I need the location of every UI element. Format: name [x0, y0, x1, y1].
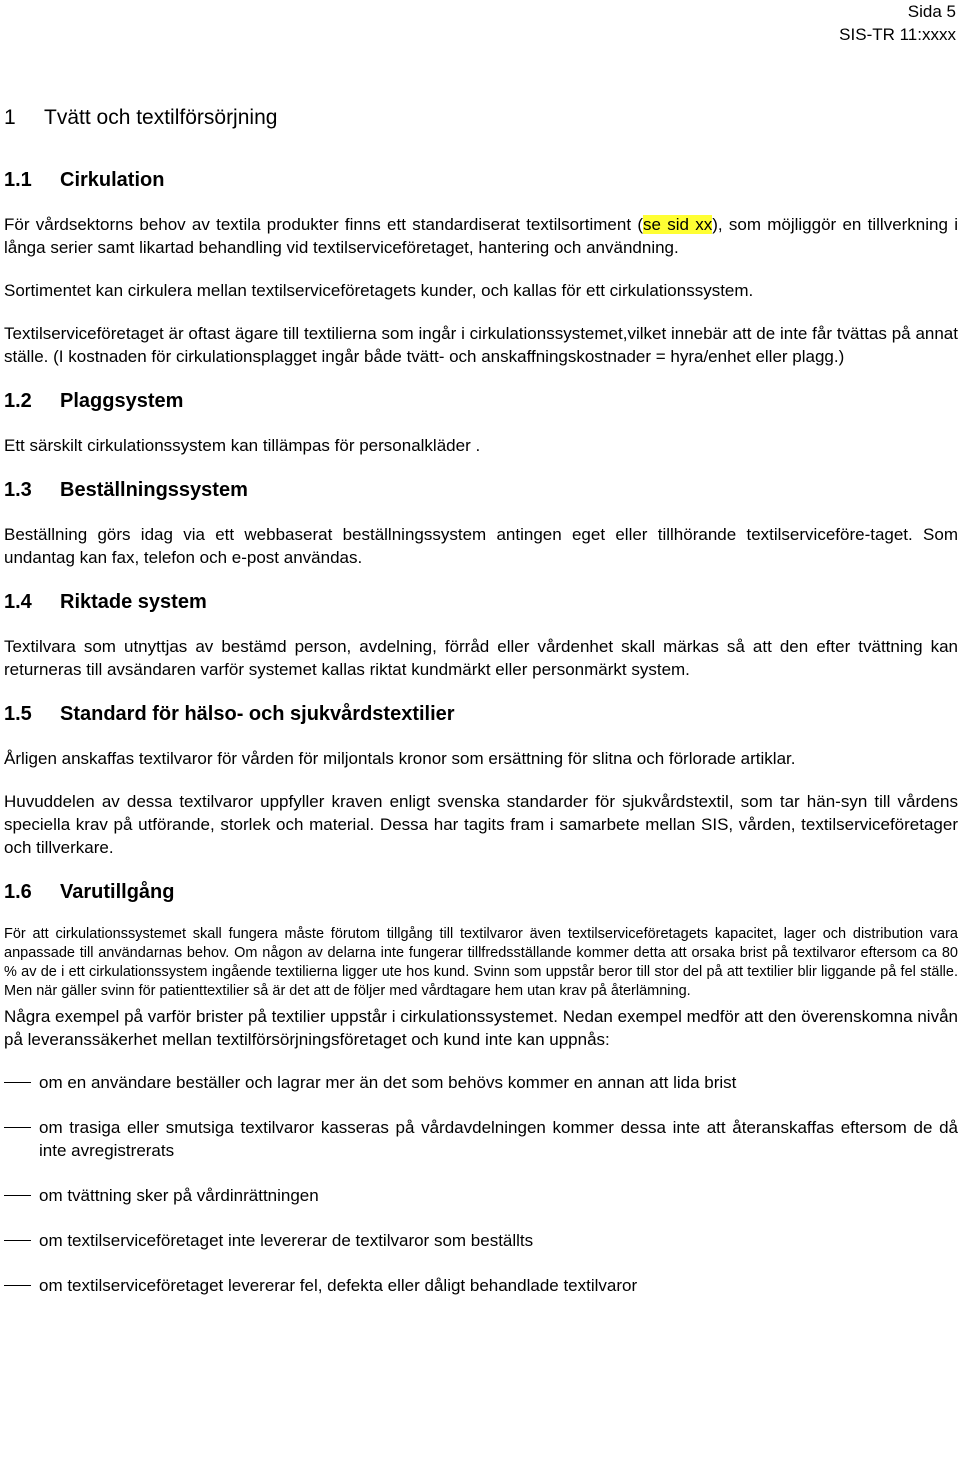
section-heading-bestallningssystem [4, 477, 958, 503]
section-number: 1.2 [4, 390, 32, 412]
section-title: Cirkulation [60, 169, 165, 191]
paragraph [4, 213, 958, 259]
section-heading-riktade-system [4, 589, 958, 615]
section-heading-plaggsystem [4, 388, 958, 414]
section-number: 1.3 [4, 479, 32, 501]
document-id: SIS-TR 11:xxxx [839, 25, 956, 44]
dash-bullet [4, 1285, 31, 1286]
dash-bullet [4, 1127, 31, 1128]
paragraph: Textilvara som utnyttjas av bestämd person, avdelning, förråd eller vårdenhet skall märkas så att den efter tvättning kan returneras till avsändaren varför systemet kallas riktat kundmärkt eller personmärkt system. [4, 637, 958, 679]
paragraph: Textilserviceföretaget är oftast ägare till textilierna som ingår i cirkulationssystemet,vilket innebär att de inte får tvättas på annat ställe. (I kostnaden för cirkulationsplagget ingår både tvätt- och anskaffningskostnader = hyra/enhet eller plagg.) [4, 324, 958, 366]
paragraph: Huvuddelen av dessa textilvaror uppfyller kraven enligt svenska standarder för sjukvårdstextil, som tar hän-syn till vårdens speciella krav på utförande, storlek och material. Dessa har tagits fram i samarbete mellan SIS, vården, textilserviceföretager och tillverkare. [4, 792, 958, 857]
chapter-title: Tvätt och textilförsörjning [44, 106, 278, 129]
section-number: 1.6 [4, 881, 32, 903]
section-title: Beställningssystem [60, 479, 248, 501]
section-heading-varutillgang [4, 879, 958, 905]
dash-list [4, 1071, 958, 1297]
list-item-text: om textilserviceföretaget levererar fel, defekta eller dåligt behandlade textilvaror [39, 1276, 638, 1295]
paragraph-text: ), som möjliggör en tillverkning i långa serier samt likartad behandling vid textilserviceföretaget, hantering och användning. [4, 215, 958, 257]
chapter-number: 1 [4, 106, 16, 129]
paragraph: Sortimentet kan cirkulera mellan textilserviceföretagets kunder, och kallas för ett cirkulationssystem. [4, 281, 754, 300]
section-title: Plaggsystem [60, 390, 184, 412]
list-item [4, 1116, 958, 1162]
dash-bullet [4, 1240, 31, 1241]
paragraph: Några exempel på varför brister på textilier uppstår i cirkulationssystemet. Nedan exempel medför att den överenskomna nivån på leveranssäkerhet mellan textilförsörjningsföretaget och kund inte kan uppnås: [4, 1007, 958, 1049]
page-number: Sida 5 [907, 2, 956, 21]
section-number: 1.5 [4, 703, 32, 725]
section-heading-standard [4, 701, 958, 727]
dash-bullet [4, 1195, 31, 1196]
chapter-heading [4, 104, 958, 131]
paragraph: Beställning görs idag via ett webbaserat beställningssystem antingen eget eller tillhörande textilserviceföre-taget. Som undantag kan fax, telefon och e-post användas. [4, 525, 958, 567]
list-item [4, 1071, 958, 1094]
highlighted-reference: se sid xx [643, 215, 713, 234]
list-item-text: om textilserviceföretaget inte levererar de textilvaror som beställts [39, 1231, 534, 1250]
list-item-text: om tvättning sker på vårdinrättningen [39, 1186, 319, 1205]
page-header [839, 0, 956, 46]
paragraph: Ett särskilt cirkulationssystem kan tillämpas för personalkläder . [4, 436, 481, 455]
paragraph: Årligen anskaffas textilvaror för vården för miljontals kronor som ersättning för slitna och förlorade artiklar. [4, 749, 796, 768]
list-item-text: om en användare beställer och lagrar mer än det som behövs kommer en annan att lida brist [39, 1073, 737, 1092]
document-body [4, 104, 958, 1319]
section-number: 1.1 [4, 169, 32, 191]
list-item [4, 1229, 958, 1252]
section-number: 1.4 [4, 591, 32, 613]
list-item [4, 1184, 958, 1207]
list-item-text: om trasiga eller smutsiga textilvaror kasseras på vårdavdelningen kommer dessa inte att återanskaffas eftersom de då inte avregistrerats [39, 1118, 958, 1160]
list-item [4, 1274, 958, 1297]
paragraph-text: För vårdsektorns behov av textila produkter finns ett standardiserat textilsortiment ( [4, 215, 643, 234]
paragraph-small: För att cirkulationssystemet skall fungera måste förutom tillgång till textilvaror även textilserviceföretagets kapacitet, lager och distribution vara anpassade till användarnas behov. Om någon av delarna inte fungerar tillfredsställande kommer detta att orsaka brist på textilvaror eftersom ca 80 % av de i ett cirkulationssystem ingående textilierna ligger ute hos kund. Svinn som uppstår beror till stor del på att textilier blir liggande på fel ställe. Men när gäller svinn för patienttextilier så är det att de följer med vårdtagare hem utan krav på återlämning. [4, 926, 958, 999]
section-heading-cirkulation [4, 167, 958, 193]
section-title: Standard för hälso- och sjukvårdstextilier [60, 703, 455, 725]
section-title: Varutillgång [60, 881, 175, 903]
dash-bullet [4, 1082, 31, 1083]
section-title: Riktade system [60, 591, 207, 613]
